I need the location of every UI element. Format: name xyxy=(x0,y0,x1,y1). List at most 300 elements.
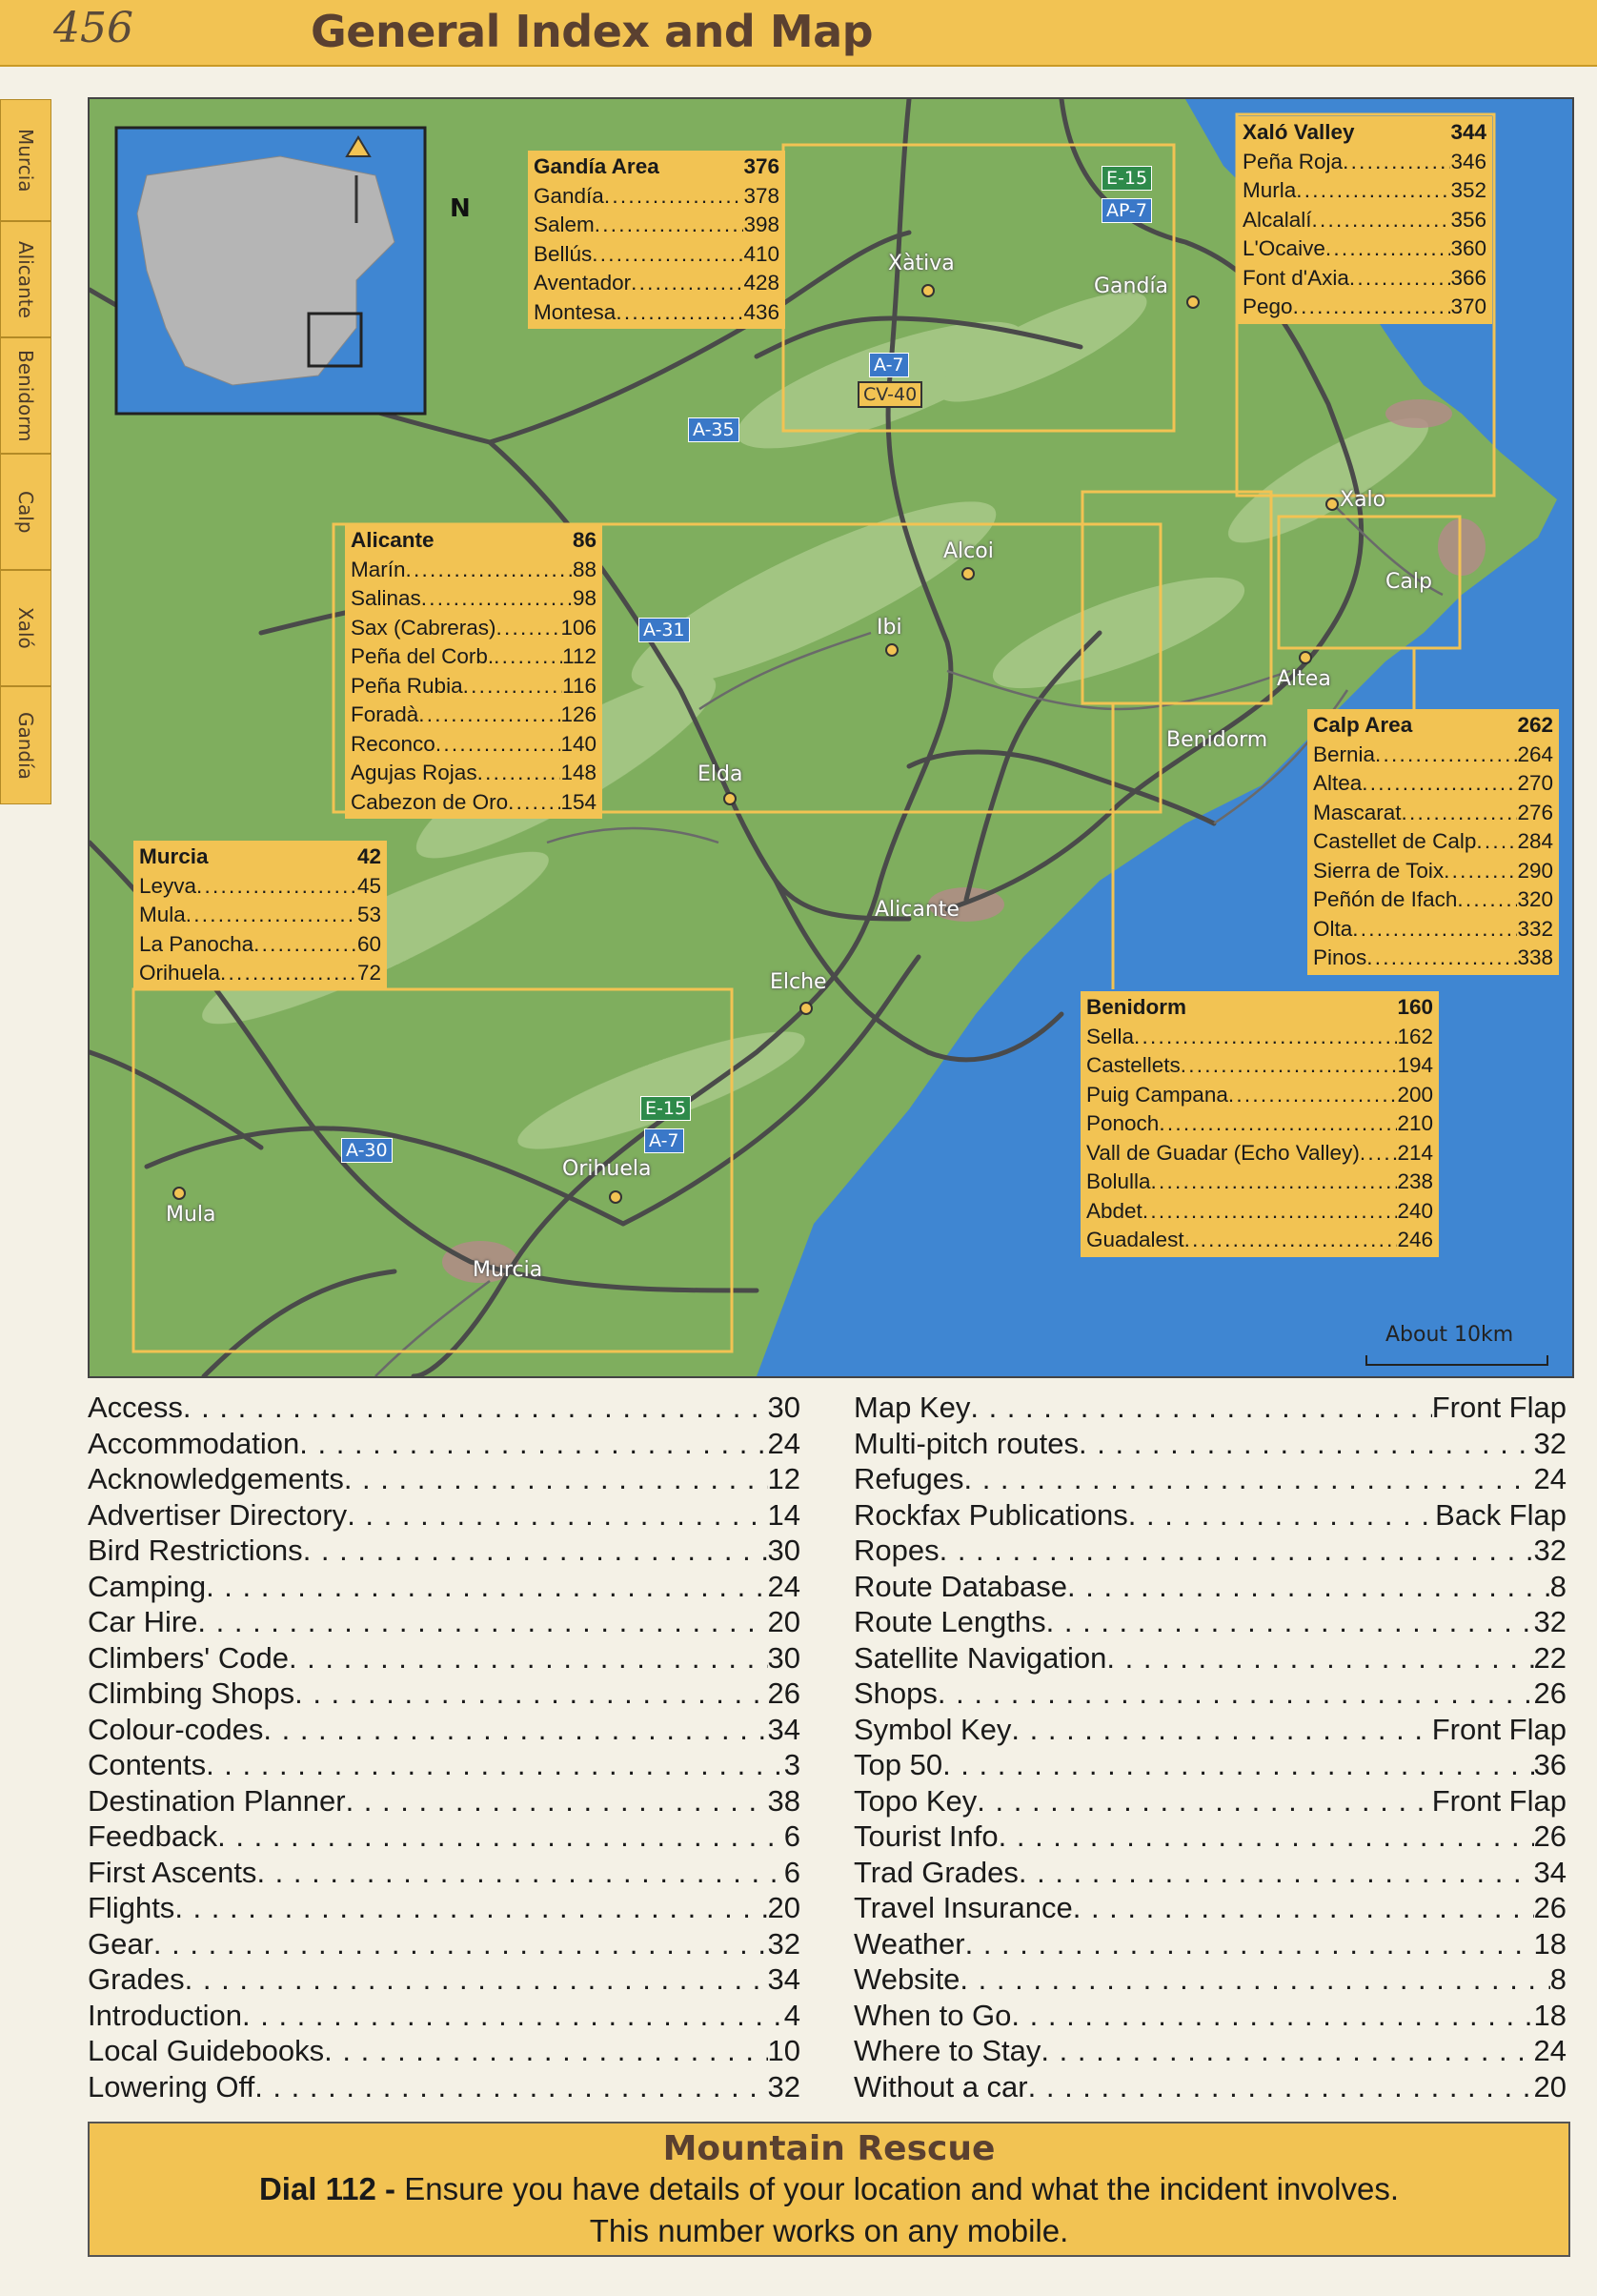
box-header xyxy=(1243,118,1486,148)
entry-page: Front Flap xyxy=(1431,1391,1567,1424)
leader-dots xyxy=(153,1926,768,1962)
leader-dots xyxy=(1476,827,1517,857)
entry-name: Accommodation xyxy=(88,1426,300,1460)
index-entry xyxy=(534,269,779,298)
index-entry xyxy=(854,1961,1567,1998)
road-shield: A-30 xyxy=(341,1138,393,1163)
index-entry xyxy=(88,1604,800,1640)
area-box-gandia xyxy=(528,151,785,329)
leader-dots xyxy=(1352,915,1517,945)
index-entry xyxy=(854,1855,1567,1891)
entry-name: Map Key xyxy=(854,1391,971,1424)
index-entry xyxy=(1243,148,1486,177)
entry-name: Route Database xyxy=(854,1569,1068,1603)
entry-page: 20 xyxy=(767,1891,800,1924)
entry-name: Bird Restrictions xyxy=(88,1534,303,1567)
entry-name: Shops xyxy=(854,1676,938,1710)
index-entry xyxy=(854,1747,1567,1783)
entry-page: 10 xyxy=(767,2034,800,2067)
index-entry xyxy=(88,1855,800,1891)
town-label: Mula xyxy=(166,1203,216,1227)
town-label: Benidorm xyxy=(1166,728,1268,752)
entry-page: 26 xyxy=(767,1676,800,1710)
entry-page: 60 xyxy=(356,931,381,956)
entry-page: 88 xyxy=(572,557,596,581)
leader-dots xyxy=(1028,2069,1534,2105)
leader-dots xyxy=(209,843,357,872)
town-label: Xalo xyxy=(1340,488,1386,512)
entry-name: Cabezon de Oro xyxy=(351,789,509,814)
entry-page: 34 xyxy=(767,1712,800,1746)
entry-page: 20 xyxy=(767,1605,800,1638)
entry-name: Aventador xyxy=(534,271,632,295)
entry-name: Satellite Navigation xyxy=(854,1640,1107,1675)
index-entry xyxy=(854,1926,1567,1962)
entry-name: Murcia xyxy=(139,844,209,868)
index-entry xyxy=(139,872,381,902)
entry-name: Pego xyxy=(1243,295,1293,318)
entry-page: 20 xyxy=(1533,2069,1567,2103)
entry-name: Topo Key xyxy=(854,1783,978,1818)
entry-page: 160 xyxy=(1397,995,1433,1019)
rescue-line2: This number works on any mobile. xyxy=(589,2213,1069,2248)
entry-name: Castellets xyxy=(1086,1053,1181,1077)
leader-dots xyxy=(1184,1226,1398,1255)
leader-dots xyxy=(1293,293,1451,322)
index-entry xyxy=(88,2033,800,2069)
entry-name: Refuges xyxy=(854,1462,964,1495)
entry-page: 370 xyxy=(1450,295,1486,318)
entry-name: Murla xyxy=(1243,178,1297,202)
area-box-alicante xyxy=(345,524,602,819)
page-title: General Index and Map xyxy=(311,6,874,57)
side-tab-alicante[interactable] xyxy=(0,221,51,337)
entry-page: 24 xyxy=(767,1426,800,1460)
leader-dots xyxy=(965,1926,1534,1962)
entry-page: 338 xyxy=(1517,945,1553,969)
entry-page: 42 xyxy=(356,844,381,868)
entry-name: Peñón de Ifach xyxy=(1313,887,1458,911)
entry-page: 352 xyxy=(1450,178,1486,202)
leader-dots xyxy=(631,269,743,298)
entry-name: Feedback xyxy=(88,1819,218,1853)
index-entry xyxy=(854,2033,1567,2069)
entry-name: Abdet xyxy=(1086,1198,1142,1223)
entry-name: Castellet de Calp xyxy=(1313,829,1477,853)
area-box-calp xyxy=(1307,709,1559,975)
entry-page: 194 xyxy=(1397,1053,1433,1077)
leader-dots xyxy=(289,1640,768,1676)
town-label: Gandía xyxy=(1094,274,1169,298)
leader-dots xyxy=(1228,1081,1398,1110)
side-tab-benidorm[interactable] xyxy=(0,337,51,454)
entry-page: 53 xyxy=(356,903,381,926)
road-shield: E-15 xyxy=(1102,166,1152,191)
side-tab-label: Murcia xyxy=(14,128,37,193)
index-entry xyxy=(854,1426,1567,1462)
entry-page: 344 xyxy=(1450,120,1486,144)
side-tab-label: Xaló xyxy=(14,607,37,649)
entry-name: Bolulla xyxy=(1086,1169,1151,1193)
entry-name: Ropes xyxy=(854,1534,940,1567)
leader-dots xyxy=(1073,1890,1534,1926)
entry-page: 72 xyxy=(356,961,381,985)
index-entry xyxy=(88,2069,800,2105)
leader-dots xyxy=(1151,1168,1398,1197)
index-entry xyxy=(1313,799,1553,828)
index-entry xyxy=(139,930,381,960)
town-label: Alcoi xyxy=(943,539,994,563)
entry-page: 360 xyxy=(1450,236,1486,260)
leader-dots xyxy=(1067,1569,1550,1605)
north-label: N xyxy=(450,194,471,223)
entry-name: Bellús xyxy=(534,241,593,266)
area-box-benidorm xyxy=(1081,991,1439,1257)
index-entry xyxy=(88,1890,800,1926)
index-entry xyxy=(1313,915,1553,945)
leader-dots xyxy=(299,1426,767,1462)
index-entry xyxy=(351,642,596,672)
index-entry xyxy=(854,1712,1567,1748)
entry-name: Orihuela xyxy=(139,961,221,985)
side-tab-calp[interactable] xyxy=(0,454,51,570)
leader-dots xyxy=(1159,1109,1397,1139)
entry-name: Grades xyxy=(88,1962,185,1996)
leader-dots xyxy=(183,1390,768,1426)
entry-page: 32 xyxy=(767,2069,800,2103)
leader-dots xyxy=(263,1712,767,1748)
page-number: 456 xyxy=(53,4,133,52)
entry-page: 30 xyxy=(767,1640,800,1675)
entry-page: 26 xyxy=(1533,1891,1567,1924)
leader-dots xyxy=(196,872,357,902)
leader-dots xyxy=(294,1676,767,1712)
index-column-left xyxy=(88,1390,800,2104)
entry-name: Xaló Valley xyxy=(1243,120,1355,144)
road-shield: AP-7 xyxy=(1102,198,1152,223)
road-shield: A-31 xyxy=(638,618,690,642)
entry-page: 24 xyxy=(1533,1462,1567,1495)
side-tab-label: Gandía xyxy=(14,711,37,780)
entry-name: Peña Rubia xyxy=(351,673,463,698)
index-entry xyxy=(1243,293,1486,322)
region-map xyxy=(88,97,1574,1378)
leader-dots xyxy=(346,1783,768,1819)
entry-name: Climbing Shops xyxy=(88,1676,295,1710)
index-entry xyxy=(88,1569,800,1605)
entry-page: 32 xyxy=(1533,1426,1567,1460)
index-entry xyxy=(1086,1023,1433,1052)
entry-name: Multi-pitch routes xyxy=(854,1426,1080,1460)
index-entry xyxy=(854,1819,1567,1855)
index-entry xyxy=(88,1926,800,1962)
leader-dots xyxy=(254,2069,767,2105)
entry-name: Introduction xyxy=(88,1998,242,2032)
index-entry xyxy=(351,701,596,730)
entry-page: 398 xyxy=(743,213,779,236)
index-entry xyxy=(88,1640,800,1676)
entry-name: Sax (Cabreras) xyxy=(351,615,496,640)
page-header xyxy=(0,0,1597,67)
leader-dots xyxy=(324,2033,767,2069)
leader-dots xyxy=(344,1461,768,1497)
entry-name: Guadalest xyxy=(1086,1228,1184,1251)
entry-page: 24 xyxy=(767,1569,800,1603)
town-label: Alicante xyxy=(875,898,960,922)
entry-page: 162 xyxy=(1397,1024,1433,1048)
index-entry xyxy=(351,672,596,701)
index-entry xyxy=(1086,1168,1433,1197)
entry-name: Mascarat xyxy=(1313,800,1402,824)
box-header xyxy=(139,843,381,872)
index-entry xyxy=(351,584,596,614)
entry-page: 346 xyxy=(1450,149,1486,173)
box-header xyxy=(351,526,596,556)
index-entry xyxy=(139,959,381,988)
entry-name: Website xyxy=(854,1962,960,1996)
leader-dots xyxy=(960,1961,1549,1998)
entry-page: 378 xyxy=(743,183,779,208)
leader-dots xyxy=(256,1855,783,1891)
entry-page: 154 xyxy=(560,789,596,814)
leader-dots xyxy=(1457,885,1517,915)
rescue-dial: Dial 112 - xyxy=(258,2171,396,2206)
index-entry xyxy=(1086,1226,1433,1255)
leader-dots xyxy=(347,1497,767,1534)
rescue-text: Ensure you have details of your location and what the incident involves. xyxy=(395,2171,1400,2206)
leader-dots xyxy=(1128,1497,1435,1534)
index-entry xyxy=(88,1819,800,1855)
leader-dots xyxy=(595,211,744,240)
entry-name: Vall de Guadar (Echo Valley) xyxy=(1086,1140,1360,1165)
leader-dots xyxy=(942,1747,1533,1783)
leader-dots xyxy=(1019,1855,1534,1891)
leader-dots xyxy=(1375,741,1517,770)
entry-page: 3 xyxy=(783,1748,800,1781)
entry-page: 34 xyxy=(767,1962,800,1996)
index-entry xyxy=(351,556,596,585)
entry-name: When to Go xyxy=(854,1998,1012,2032)
entry-page: 214 xyxy=(1397,1140,1433,1165)
entry-name: Flights xyxy=(88,1891,175,1924)
index-entry xyxy=(88,1426,800,1462)
index-entry xyxy=(88,1533,800,1569)
road-shield: CV-40 xyxy=(858,381,922,408)
entry-page: 12 xyxy=(767,1462,800,1495)
leader-dots xyxy=(1046,1604,1534,1640)
town-label: Ibi xyxy=(877,616,902,640)
index-entry xyxy=(1313,741,1553,770)
leader-dots xyxy=(1134,1023,1397,1052)
index-entry xyxy=(1243,176,1486,206)
leader-dots xyxy=(477,759,561,788)
side-tab-gandia[interactable] xyxy=(0,686,51,804)
entry-page: Back Flap xyxy=(1435,1497,1567,1532)
index-entry xyxy=(1243,234,1486,264)
entry-name: Puig Campana xyxy=(1086,1082,1228,1107)
town-label: Orihuela xyxy=(562,1157,652,1181)
entry-name: Colour-codes xyxy=(88,1712,264,1746)
entry-name: Climbers' Code xyxy=(88,1640,289,1675)
entry-page: 30 xyxy=(767,1391,800,1424)
leader-dots xyxy=(421,584,573,614)
leader-dots xyxy=(1355,118,1451,148)
road-shield: A-7 xyxy=(869,353,909,377)
index-entry xyxy=(854,1604,1567,1640)
index-entry xyxy=(1313,944,1553,973)
index-entry xyxy=(534,211,779,240)
entry-name: Ponoch xyxy=(1086,1111,1160,1135)
entry-page: 428 xyxy=(743,271,779,295)
entry-name: Calp Area xyxy=(1313,713,1413,737)
index-entry xyxy=(351,614,596,643)
leader-dots xyxy=(1011,1998,1533,2034)
side-tab-label: Alicante xyxy=(14,240,37,318)
entry-page: Front Flap xyxy=(1431,1712,1567,1746)
index-entry xyxy=(351,788,596,818)
entry-name: Top 50 xyxy=(854,1748,943,1781)
entry-name: Gear xyxy=(88,1926,153,1961)
entry-page: 18 xyxy=(1533,1926,1567,1961)
entry-name: Destination Planner xyxy=(88,1783,346,1818)
index-entry xyxy=(534,182,779,212)
entry-name: Sierra de Toix xyxy=(1313,858,1445,883)
entry-name: Local Guidebooks xyxy=(88,2034,325,2067)
index-entry xyxy=(1313,885,1553,915)
town-label: Xàtiva xyxy=(888,252,955,275)
index-entry xyxy=(1086,1139,1433,1168)
entry-name: La Panocha xyxy=(139,931,254,956)
entry-page: 240 xyxy=(1397,1198,1433,1223)
leader-dots xyxy=(1142,1197,1398,1227)
index-entry xyxy=(854,1640,1567,1676)
entry-name: Travel Insurance xyxy=(854,1891,1073,1924)
leader-dots xyxy=(303,1533,768,1569)
entry-page: 436 xyxy=(743,299,779,324)
entry-page: 26 xyxy=(1533,1819,1567,1853)
index-entry xyxy=(88,1747,800,1783)
entry-name: L'Ocaive xyxy=(1243,236,1325,260)
leader-dots xyxy=(616,298,743,328)
entry-page: 246 xyxy=(1397,1228,1433,1251)
index-entry xyxy=(1086,1109,1433,1139)
leader-dots xyxy=(186,901,357,930)
entry-page: 4 xyxy=(783,1998,800,2032)
entry-name: Alicante xyxy=(351,528,435,552)
index-entry xyxy=(88,1497,800,1534)
entry-name: Agujas Rojas xyxy=(351,761,477,784)
locator-inset xyxy=(116,128,425,414)
leader-dots xyxy=(940,1533,1534,1569)
index-entry xyxy=(854,1533,1567,1569)
entry-name: Gandía xyxy=(534,183,604,208)
leader-dots xyxy=(977,1783,1431,1819)
index-entry xyxy=(88,1712,800,1748)
entry-page: 38 xyxy=(767,1783,800,1818)
leader-dots xyxy=(185,1961,768,1998)
entry-page: 140 xyxy=(560,731,596,756)
index-entry xyxy=(854,1998,1567,2034)
entry-page: 6 xyxy=(783,1855,800,1889)
entry-name: Alcalalí xyxy=(1243,207,1312,232)
entry-name: Rockfax Publications xyxy=(854,1497,1128,1532)
leader-dots xyxy=(206,1747,784,1783)
entry-name: Trad Grades xyxy=(854,1855,1019,1889)
entry-name: Marín xyxy=(351,557,406,581)
leader-dots xyxy=(253,930,357,960)
leader-dots xyxy=(1360,1139,1398,1168)
entry-page: 22 xyxy=(1533,1640,1567,1675)
leader-dots xyxy=(1186,993,1397,1023)
leader-dots xyxy=(1181,1051,1398,1081)
entry-page: 8 xyxy=(1549,1569,1567,1603)
entry-name: Salinas xyxy=(351,586,421,610)
side-tab-murcia[interactable] xyxy=(0,99,51,221)
entry-page: 32 xyxy=(767,1926,800,1961)
entry-page: 24 xyxy=(1533,2034,1567,2067)
entry-name: Lowering Off xyxy=(88,2069,255,2103)
entry-page: Front Flap xyxy=(1431,1783,1567,1818)
leader-dots xyxy=(174,1890,767,1926)
index-entry xyxy=(854,2069,1567,2105)
leader-dots xyxy=(1325,234,1451,264)
entry-page: 6 xyxy=(783,1819,800,1853)
mountain-rescue-box xyxy=(88,2122,1570,2257)
leader-dots xyxy=(435,730,561,760)
index-entry xyxy=(854,1461,1567,1497)
index-entry xyxy=(351,759,596,788)
entry-page: 18 xyxy=(1533,1998,1567,2032)
entry-page: 264 xyxy=(1517,742,1553,766)
entry-page: 112 xyxy=(562,644,596,668)
entry-name: Altea xyxy=(1313,771,1363,795)
index-entry xyxy=(1086,1197,1433,1227)
leader-dots xyxy=(1106,1640,1533,1676)
entry-name: Tourist Info xyxy=(854,1819,999,1853)
leader-dots xyxy=(938,1676,1534,1712)
leader-dots xyxy=(1349,264,1451,294)
entry-name: Peña del Corb. xyxy=(351,644,495,668)
rescue-line1 xyxy=(90,2168,1568,2210)
leader-dots xyxy=(1412,711,1517,741)
entry-name: Pinos xyxy=(1313,945,1367,969)
entry-name: Gandía Area xyxy=(534,154,659,178)
entry-page: 148 xyxy=(560,761,596,784)
leader-dots xyxy=(1343,148,1450,177)
entry-name: Mula xyxy=(139,903,186,926)
leader-dots xyxy=(604,182,744,212)
leader-dots xyxy=(217,1819,784,1855)
box-header xyxy=(1313,711,1553,741)
leader-dots xyxy=(418,701,560,730)
entry-name: Bernia xyxy=(1313,742,1376,766)
index-entry xyxy=(88,1998,800,2034)
entry-page: 34 xyxy=(1533,1855,1567,1889)
index-entry xyxy=(854,1676,1567,1712)
entry-name: Contents xyxy=(88,1748,207,1781)
entry-name: First Ascents xyxy=(88,1855,257,1889)
index-entry xyxy=(1086,1081,1433,1110)
entry-name: Acknowledgements xyxy=(88,1462,344,1495)
index-entry xyxy=(1243,206,1486,235)
index-entry xyxy=(88,1390,800,1426)
index-entry xyxy=(854,1569,1567,1605)
side-tab-xalo[interactable] xyxy=(0,570,51,686)
entry-name: Foradà xyxy=(351,702,419,726)
entry-name: Leyva xyxy=(139,873,197,898)
index-entry xyxy=(1086,1051,1433,1081)
index-entry xyxy=(139,901,381,930)
